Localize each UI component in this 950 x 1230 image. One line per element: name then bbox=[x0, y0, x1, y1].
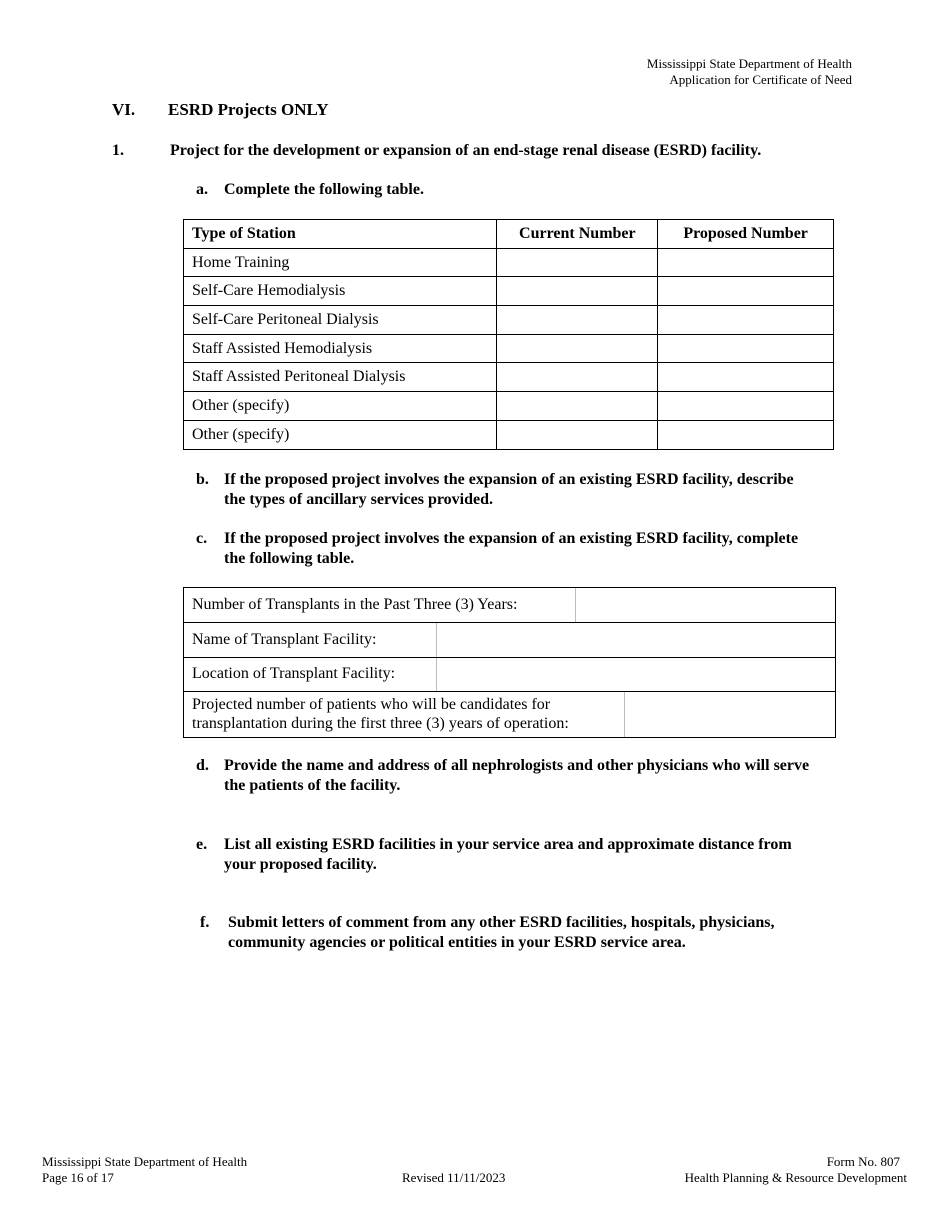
transplants-count-field[interactable] bbox=[576, 588, 835, 622]
transplants-count-label: Number of Transplants in the Past Three (3) Years: bbox=[192, 596, 518, 613]
header-current-number: Current Number bbox=[497, 220, 658, 249]
current-number-cell[interactable] bbox=[497, 363, 658, 392]
header-type-of-station: Type of Station bbox=[184, 220, 497, 249]
item-c bbox=[196, 529, 856, 569]
projected-candidates-label bbox=[192, 695, 569, 733]
proposed-number-cell[interactable] bbox=[658, 363, 834, 392]
item-c-line2: the following table. bbox=[224, 549, 355, 567]
header-department: Mississippi State Department of Health bbox=[646, 56, 852, 71]
footer-page-number: Page 16 of 17 bbox=[42, 1170, 114, 1185]
item-f bbox=[200, 913, 880, 953]
current-number-cell[interactable] bbox=[497, 306, 658, 335]
item-d bbox=[196, 756, 896, 796]
table-row bbox=[184, 622, 835, 657]
transplant-facility-location-field[interactable] bbox=[437, 658, 835, 691]
item-f-line1: Submit letters of comment from any other ESRD facilities, hospitals, physicians, bbox=[228, 914, 775, 931]
proposed-number-cell[interactable] bbox=[658, 306, 834, 335]
station-table bbox=[183, 219, 834, 450]
item-e-line2: your proposed facility. bbox=[224, 855, 377, 873]
item-f-line2: community agencies or political entities in your ESRD service area. bbox=[228, 933, 686, 951]
table-row bbox=[184, 657, 835, 691]
item-c-line1: If the proposed project involves the expansion of an existing ESRD facility, complete bbox=[224, 530, 799, 547]
projected-candidates-field[interactable] bbox=[625, 692, 835, 737]
projected-candidates-line1: Projected number of patients who will be candidates for bbox=[192, 696, 551, 713]
item-b-letter: b. bbox=[196, 471, 209, 488]
station-type-cell: Self-Care Hemodialysis bbox=[184, 277, 497, 306]
station-type-cell: Home Training bbox=[184, 248, 497, 277]
current-number-cell[interactable] bbox=[497, 334, 658, 363]
footer-form-number: Form No. 807 bbox=[826, 1154, 900, 1169]
item-e-letter: e. bbox=[196, 836, 208, 853]
item-d-letter: d. bbox=[196, 757, 209, 774]
transplant-facility-name-field[interactable] bbox=[437, 623, 835, 657]
table-row bbox=[184, 691, 835, 737]
current-number-cell[interactable] bbox=[497, 248, 658, 277]
station-type-cell: Staff Assisted Hemodialysis bbox=[184, 334, 497, 363]
page-header bbox=[647, 56, 852, 88]
question-text: Project for the development or expansion of an end-stage renal disease (ESRD) facility. bbox=[170, 142, 762, 159]
table-row bbox=[184, 392, 834, 421]
header-proposed-number: Proposed Number bbox=[658, 220, 834, 249]
transplant-facility-name-label: Name of Transplant Facility: bbox=[192, 631, 377, 648]
item-d-line1: Provide the name and address of all nephrologists and other physicians who will serve bbox=[224, 757, 810, 774]
section-number: VI. bbox=[112, 100, 136, 119]
table-row bbox=[184, 420, 834, 449]
footer-division: Health Planning & Resource Development bbox=[684, 1170, 907, 1185]
question-number: 1. bbox=[112, 142, 124, 159]
item-f-letter: f. bbox=[200, 914, 210, 931]
station-type-cell: Staff Assisted Peritoneal Dialysis bbox=[184, 363, 497, 392]
station-type-cell: Self-Care Peritoneal Dialysis bbox=[184, 306, 497, 335]
item-b bbox=[196, 470, 856, 510]
footer-revised-date: Revised 11/11/2023 bbox=[402, 1170, 506, 1185]
table-row bbox=[184, 588, 835, 622]
table-row bbox=[184, 334, 834, 363]
table-row bbox=[184, 306, 834, 335]
footer-department: Mississippi State Department of Health bbox=[42, 1154, 248, 1169]
item-e bbox=[196, 835, 876, 875]
header-form-title: Application for Certificate of Need bbox=[669, 72, 852, 87]
proposed-number-cell[interactable] bbox=[658, 392, 834, 421]
projected-candidates-line2: transplantation during the first three (3) years of operation: bbox=[192, 715, 569, 732]
current-number-cell[interactable] bbox=[497, 420, 658, 449]
item-e-line1: List all existing ESRD facilities in your service area and approximate distance from bbox=[224, 836, 792, 853]
item-a bbox=[196, 180, 856, 200]
item-a-text: Complete the following table. bbox=[224, 181, 424, 198]
footer-right bbox=[685, 1154, 907, 1186]
table-row bbox=[184, 277, 834, 306]
item-c-letter: c. bbox=[196, 530, 208, 547]
item-d-line2: the patients of the facility. bbox=[224, 776, 401, 794]
station-type-cell: Other (specify) bbox=[184, 392, 497, 421]
item-b-line1: If the proposed project involves the expansion of an existing ESRD facility, describe bbox=[224, 471, 794, 488]
proposed-number-cell[interactable] bbox=[658, 248, 834, 277]
item-b-line2: the types of ancillary services provided. bbox=[224, 490, 494, 508]
item-a-letter: a. bbox=[196, 181, 208, 198]
transplant-table bbox=[183, 587, 836, 738]
proposed-number-cell[interactable] bbox=[658, 334, 834, 363]
proposed-number-cell[interactable] bbox=[658, 420, 834, 449]
proposed-number-cell[interactable] bbox=[658, 277, 834, 306]
station-table-header bbox=[184, 220, 834, 249]
section-title: ESRD Projects ONLY bbox=[168, 100, 329, 119]
footer-left bbox=[42, 1154, 247, 1186]
transplant-facility-location-label: Location of Transplant Facility: bbox=[192, 665, 396, 682]
current-number-cell[interactable] bbox=[497, 392, 658, 421]
station-type-cell: Other (specify) bbox=[184, 420, 497, 449]
table-row bbox=[184, 248, 834, 277]
table-row bbox=[184, 363, 834, 392]
current-number-cell[interactable] bbox=[497, 277, 658, 306]
